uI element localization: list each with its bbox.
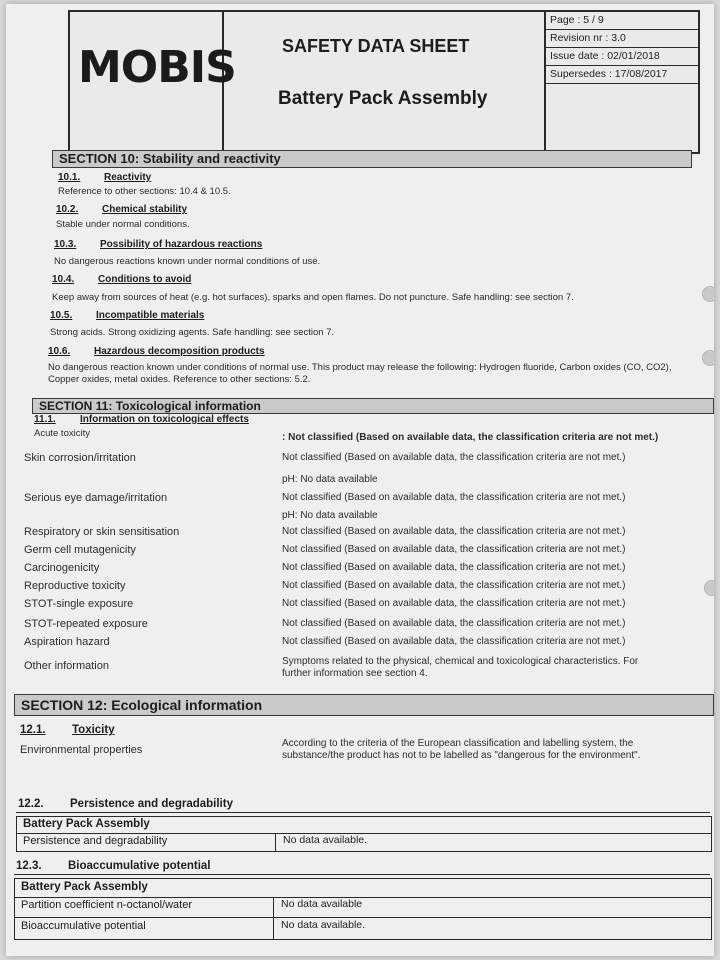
- subsection-10-2: [56, 204, 187, 215]
- company-logo: MOBIS: [78, 42, 236, 93]
- tox-row-value: pH: No data available: [282, 510, 378, 521]
- other-information-value: [282, 656, 638, 680]
- subsection-11-1: [34, 414, 249, 425]
- subsection-number: 11.1.: [34, 414, 56, 425]
- issue-date: Issue date : 02/01/2018: [546, 48, 700, 66]
- subsection-number: 10.3.: [54, 239, 77, 250]
- section-12-header: SECTION 12: Ecological information: [14, 694, 714, 716]
- subsection-title: Information on toxicological effects: [80, 414, 249, 425]
- subsection-10-3-text: No dangerous reactions known under normal conditions of use.: [54, 256, 321, 267]
- tox-row-label: Skin corrosion/irritation: [24, 452, 136, 464]
- tox-row-value: Not classified (Based on available data, the classification criteria are not met.): [282, 526, 626, 537]
- tox-row-label: Reproductive toxicity: [24, 580, 126, 592]
- title-cell: [222, 12, 544, 152]
- tox-row-label: Aspiration hazard: [24, 636, 110, 648]
- subsection-10-3: [54, 239, 262, 250]
- environmental-properties-value: [282, 738, 640, 762]
- subsection-title: Hazardous decomposition products: [94, 346, 265, 357]
- binder-hole: [702, 350, 714, 366]
- tox-row-value: Not classified (Based on available data, the classification criteria are not met.): [282, 618, 626, 629]
- subsection-number: 10.1.: [58, 172, 81, 183]
- persistence-table: [16, 816, 712, 852]
- section-10-header: SECTION 10: Stability and reactivity: [52, 150, 692, 168]
- subsection-12-1: [20, 724, 115, 736]
- revision-number: Revision nr : 3.0: [546, 30, 700, 48]
- table-divider: [15, 897, 711, 898]
- bioaccumulation-table: [14, 878, 712, 940]
- divider: [16, 812, 710, 813]
- binder-hole: [702, 286, 714, 302]
- tox-row-label: Serious eye damage/irritation: [24, 492, 168, 504]
- table-divider: [273, 897, 274, 939]
- subsection-10-4-text: Keep away from sources of heat (e.g. hot surfaces), sparks and open flames. Do not puncture. Safe handling: see section 7.: [52, 292, 574, 303]
- tox-row-label: Carcinogenicity: [24, 562, 100, 574]
- page-number: Page : 5 / 9: [546, 12, 700, 30]
- tox-row-label: Germ cell mutagenicity: [24, 544, 136, 556]
- table-row-value: No data available: [281, 898, 363, 910]
- subsection-number: 12.3.: [16, 860, 42, 872]
- tox-row-value: Not classified (Based on available data, the classification criteria are not met.): [282, 492, 626, 503]
- subsection-12-3: [16, 860, 211, 872]
- table-divider: [275, 833, 276, 851]
- tox-row-label: Respiratory or skin sensitisation: [24, 526, 180, 538]
- tox-row-value: Not classified (Based on available data, the classification criteria are not met.): [282, 544, 626, 555]
- subsection-title: Toxicity: [72, 724, 115, 736]
- tox-row-value: Not classified (Based on available data, the classification criteria are not met.): [282, 580, 626, 591]
- subsection-number: 12.2.: [18, 798, 44, 810]
- document-page: [6, 4, 714, 956]
- tox-row-value: pH: No data available: [282, 474, 378, 485]
- subsection-title: Bioaccumulative potential: [68, 860, 211, 872]
- tox-row-label: STOT-single exposure: [24, 598, 134, 610]
- binder-hole: [704, 580, 714, 596]
- subsection-10-2-text: Stable under normal conditions.: [56, 219, 190, 230]
- subsection-number: 10.5.: [50, 310, 73, 321]
- tox-row-value: Not classified (Based on available data, the classification criteria are not met.): [282, 562, 626, 573]
- subsection-title: Conditions to avoid: [98, 274, 192, 285]
- subsection-10-5: [50, 310, 204, 321]
- other-information-line-2: further information see section 4.: [282, 668, 428, 679]
- tox-row-value: Not classified (Based on available data, the classification criteria are not met.): [282, 598, 626, 609]
- document-title: SAFETY DATA SHEET: [282, 36, 470, 56]
- tox-row-label: Acute toxicity: [34, 428, 90, 439]
- subsection-title: Chemical stability: [102, 204, 188, 215]
- subsection-10-6-text: No dangerous reaction known under conditions of normal use. This product may release the following: Hydrogen fluoride, Carbon oxides (CO, CO2), Copper oxides, metal oxides. Reference to other sections: 5.2.: [48, 362, 672, 385]
- subsection-10-5-text: Strong acids. Strong oxidizing agents. Safe handling: see section 7.: [50, 327, 335, 338]
- document-meta: [544, 12, 700, 152]
- tox-row-value: Not classified (Based on available data, the classification criteria are not met.): [282, 636, 626, 647]
- environmental-properties-line-1: According to the criteria of the European classification and labelling system, the: [282, 738, 634, 749]
- subsection-10-4: [52, 274, 191, 285]
- tox-row-value: : Not classified (Based on available data, the classification criteria are not met.): [282, 432, 659, 443]
- table-header: Battery Pack Assembly: [21, 881, 148, 893]
- table-row-label: Persistence and degradability: [23, 835, 168, 847]
- subsection-10-1: [58, 172, 151, 183]
- table-row-value: No data available.: [283, 834, 368, 846]
- tox-row-label: STOT-repeated exposure: [24, 618, 148, 630]
- subsection-title: Reactivity: [104, 172, 152, 183]
- sds-header: [68, 10, 700, 154]
- table-divider: [15, 917, 711, 918]
- divider: [14, 874, 710, 875]
- subsection-title: Persistence and degradability: [70, 798, 233, 810]
- table-row-label: Partition coefficient n-octanol/water: [21, 899, 192, 911]
- subsection-number: 10.6.: [48, 346, 71, 357]
- supersedes-date: Supersedes : 17/08/2017: [546, 66, 700, 84]
- subsection-title: Possibility of hazardous reactions: [100, 239, 263, 250]
- logo-cell: [70, 12, 236, 152]
- subsection-number: 10.2.: [56, 204, 79, 215]
- other-information-line-1: Symptoms related to the physical, chemical and toxicological characteristics. For: [282, 656, 639, 667]
- section-11-header: SECTION 11: Toxicological information: [32, 398, 714, 414]
- environmental-properties-line-2: substance/the product has not to be labelled as "dangerous for the environment".: [282, 750, 641, 761]
- product-name: Battery Pack Assembly: [278, 88, 488, 109]
- table-row-label: Bioaccumulative potential: [21, 920, 146, 932]
- subsection-10-1-text: Reference to other sections: 10.4 & 10.5.: [58, 186, 231, 197]
- subsection-12-2: [18, 798, 233, 810]
- subsection-10-6: [48, 346, 265, 357]
- table-row-value: No data available.: [281, 919, 366, 931]
- other-information-label: Other information: [24, 660, 109, 672]
- subsection-number: 12.1.: [20, 724, 46, 736]
- environmental-properties-label: Environmental properties: [20, 744, 143, 756]
- subsection-title: Incompatible materials: [96, 310, 205, 321]
- tox-row-value: Not classified (Based on available data, the classification criteria are not met.): [282, 452, 626, 463]
- subsection-number: 10.4.: [52, 274, 75, 285]
- table-header: Battery Pack Assembly: [23, 818, 150, 830]
